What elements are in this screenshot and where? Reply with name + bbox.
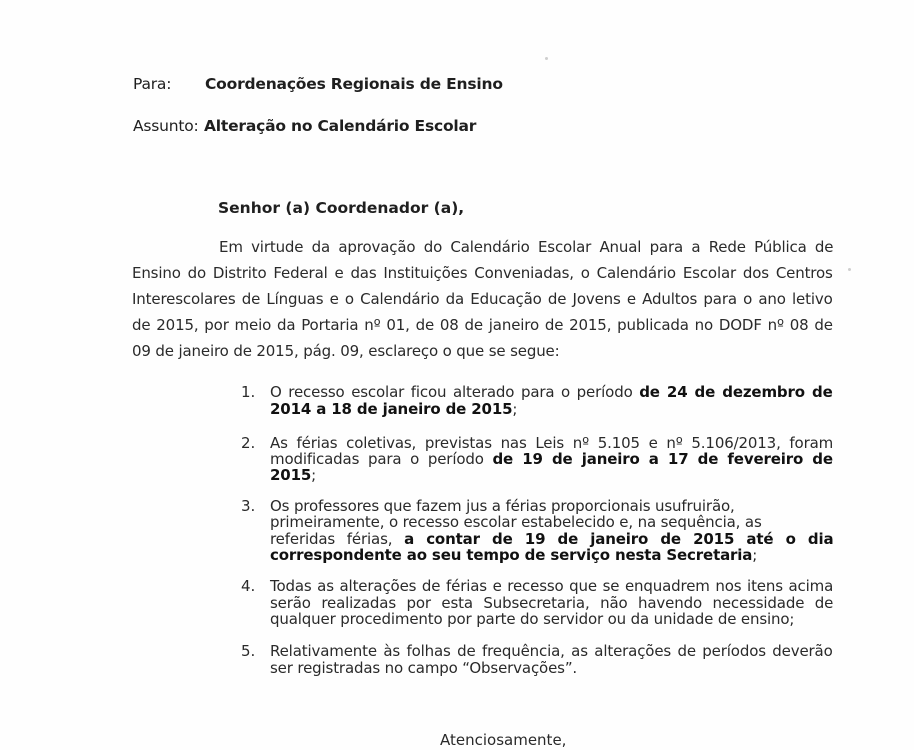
to-value: Coordenações Regionais de Ensino: [205, 75, 503, 93]
list-item-line: [270, 659, 577, 677]
list-item-number: 3.: [241, 497, 256, 515]
bold-text: 2015: [270, 466, 312, 484]
list-item-number: 2.: [241, 434, 256, 452]
intro-line: Interescolares de Línguas e o Calendário da Educação de Jovens e Adultos para o ano letivo: [132, 290, 833, 308]
list-item-line: [270, 383, 833, 401]
list-item-number: 4.: [241, 577, 256, 595]
subject-label: Assunto:: [133, 117, 199, 135]
text: modificadas para o período: [270, 450, 493, 468]
list-item-line: [270, 450, 833, 468]
intro-line: Em virtude da aprovação do Calendário Escolar Anual para a Rede Pública de: [219, 238, 834, 256]
text: primeiramente, o recesso escolar estabelecido e, na sequência, as: [270, 513, 762, 531]
text: ;: [752, 546, 758, 564]
intro-line: 09 de janeiro de 2015, pág. 09, esclareço o que se segue:: [132, 342, 560, 360]
scan-speck: [545, 57, 548, 60]
list-item-line: [270, 577, 833, 595]
list-item-line: [270, 642, 833, 660]
text: As férias coletivas, previstas nas Leis nº 5.105 e nº 5.106/2013, foram: [270, 434, 834, 452]
list-item-line: [270, 400, 517, 418]
list-item-number: 5.: [241, 642, 256, 660]
text: ser registradas no campo “Observações”.: [270, 659, 578, 677]
text: O recesso escolar ficou alterado para o período: [270, 383, 640, 401]
intro-line: de 2015, por meio da Portaria nº 01, de 08 de janeiro de 2015, publicada no DODF nº 08 de: [132, 316, 833, 334]
bold-text: de 24 de dezembro de: [639, 383, 833, 401]
scan-speck: [848, 268, 851, 271]
text: referidas férias,: [270, 530, 405, 548]
list-item-line: [270, 610, 794, 628]
subject-value: Alteração no Calendário Escolar: [204, 117, 477, 135]
text: qualquer procedimento por parte do servidor ou da unidade de ensino;: [270, 610, 795, 628]
to-label: Para:: [133, 75, 172, 93]
text: Relativamente às folhas de frequência, as alterações de períodos deverão: [270, 642, 833, 660]
list-item-line: [270, 546, 757, 564]
list-item-line: [270, 513, 762, 531]
bold-text: de 19 de janeiro a 17 de fevereiro de: [492, 450, 833, 468]
closing-line: Atenciosamente,: [440, 731, 567, 749]
salutation: Senhor (a) Coordenador (a),: [218, 199, 465, 217]
intro-line: Ensino do Distrito Federal e das Instituições Conveniadas, o Calendário Escolar dos Centros: [132, 264, 833, 282]
text: Todas as alterações de férias e recesso que se enquadrem nos itens acima: [270, 577, 834, 595]
text: ;: [311, 466, 317, 484]
bold-text: 2014 a 18 de janeiro de 2015: [270, 400, 513, 418]
bold-text: a contar de 19 de janeiro de 2015 até o dia: [404, 530, 834, 548]
list-item-number: 1.: [241, 383, 256, 401]
text: Os professores que fazem jus a férias proporcionais usufruirão,: [270, 497, 735, 515]
bold-text: correspondente ao seu tempo de serviço nesta Secretaria: [270, 546, 753, 564]
text: serão realizadas por esta Subsecretaria, não havendo necessidade de: [270, 594, 834, 612]
text: ;: [512, 400, 518, 418]
list-item-line: [270, 466, 316, 484]
